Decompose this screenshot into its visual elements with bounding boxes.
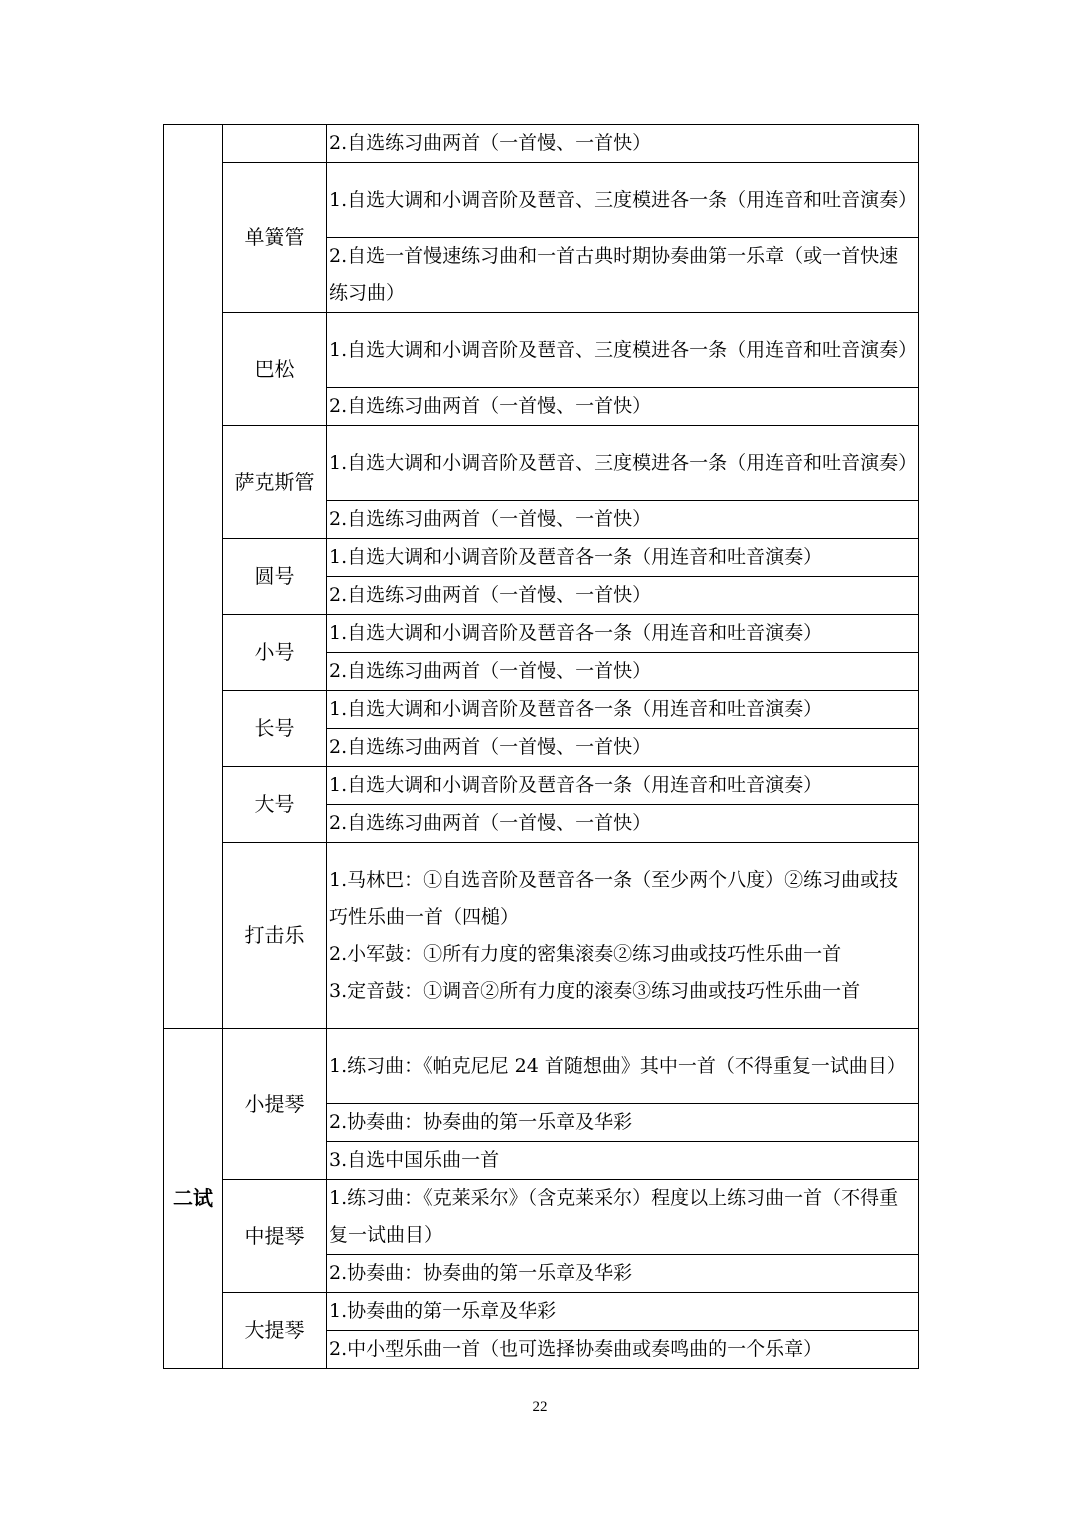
instrument-name: 长号 xyxy=(223,691,327,767)
table-row xyxy=(164,125,919,163)
requirement-item: 1.自选大调和小调音阶及琶音各一条（用连音和吐音演奏） xyxy=(327,539,919,577)
instrument-name: 打击乐 xyxy=(223,843,327,1029)
requirement-item: 1.自选大调和小调音阶及琶音各一条（用连音和吐音演奏） xyxy=(327,615,919,653)
requirement-item: 2.自选一首慢速练习曲和一首古典时期协奏曲第一乐章（或一首快速练习曲） xyxy=(327,238,919,313)
exam-requirements-table xyxy=(163,124,919,1369)
requirement-item: 1.练习曲：《克莱采尔》（含克莱采尔）程度以上练习曲一首（不得重复一试曲目） xyxy=(327,1180,919,1255)
table-row xyxy=(164,615,919,653)
requirement-item: 3.自选中国乐曲一首 xyxy=(327,1142,919,1180)
requirement-item: 2.协奏曲：协奏曲的第一乐章及华彩 xyxy=(327,1104,919,1142)
table-row xyxy=(164,539,919,577)
table-row xyxy=(164,1293,919,1331)
requirement-item: 1.自选大调和小调音阶及琶音、三度模进各一条（用连音和吐音演奏） xyxy=(327,313,919,388)
round-label: 二试 xyxy=(164,1029,223,1369)
instrument-name: 巴松 xyxy=(223,313,327,426)
instrument-name xyxy=(223,125,327,163)
requirement-item: 1.练习曲：《帕克尼尼 24 首随想曲》其中一首（不得重复一试曲目） xyxy=(327,1029,919,1104)
requirement-item: 1.自选大调和小调音阶及琶音、三度模进各一条（用连音和吐音演奏） xyxy=(327,163,919,238)
table-row xyxy=(164,691,919,729)
requirement-item: 2.自选练习曲两首（一首慢、一首快） xyxy=(327,577,919,615)
table-row xyxy=(164,426,919,501)
instrument-name: 萨克斯管 xyxy=(223,426,327,539)
page-number: 22 xyxy=(532,1399,548,1415)
requirement-item: 2.自选练习曲两首（一首慢、一首快） xyxy=(327,653,919,691)
table-body xyxy=(164,125,919,1369)
requirement-item: 2.自选练习曲两首（一首慢、一首快） xyxy=(327,501,919,539)
table-row xyxy=(164,313,919,388)
requirement-item: 2.自选练习曲两首（一首慢、一首快） xyxy=(327,805,919,843)
instrument-name: 大提琴 xyxy=(223,1293,327,1369)
requirement-item: 2.中小型乐曲一首（也可选择协奏曲或奏鸣曲的一个乐章） xyxy=(327,1331,919,1369)
instrument-name: 单簧管 xyxy=(223,163,327,313)
table-row xyxy=(164,1029,919,1104)
instrument-name: 圆号 xyxy=(223,539,327,615)
table-row xyxy=(164,767,919,805)
instrument-name: 大号 xyxy=(223,767,327,843)
round-label xyxy=(164,125,223,1029)
instrument-name: 小号 xyxy=(223,615,327,691)
table-row xyxy=(164,1180,919,1255)
requirement-item: 1.协奏曲的第一乐章及华彩 xyxy=(327,1293,919,1331)
requirement-item: 1.自选大调和小调音阶及琶音各一条（用连音和吐音演奏） xyxy=(327,767,919,805)
table-row xyxy=(164,163,919,238)
requirement-item: 1.马林巴：①自选音阶及琶音各一条（至少两个八度）②练习曲或技巧性乐曲一首（四槌） 2.小军鼓：①所有力度的密集滚奏②练习曲或技巧性乐曲一首 3.定音鼓：①调音②所有力度的滚奏③练习曲或技巧性乐曲一首 xyxy=(327,843,919,1029)
requirement-item: 2.自选练习曲两首（一首慢、一首快） xyxy=(327,125,919,163)
instrument-name: 小提琴 xyxy=(223,1029,327,1180)
requirement-item: 1.自选大调和小调音阶及琶音、三度模进各一条（用连音和吐音演奏） xyxy=(327,426,919,501)
table-row xyxy=(164,843,919,1029)
requirement-item: 2.自选练习曲两首（一首慢、一首快） xyxy=(327,388,919,426)
requirement-item: 2.协奏曲：协奏曲的第一乐章及华彩 xyxy=(327,1255,919,1293)
instrument-name: 中提琴 xyxy=(223,1180,327,1293)
requirement-item: 1.自选大调和小调音阶及琶音各一条（用连音和吐音演奏） xyxy=(327,691,919,729)
requirement-item: 2.自选练习曲两首（一首慢、一首快） xyxy=(327,729,919,767)
